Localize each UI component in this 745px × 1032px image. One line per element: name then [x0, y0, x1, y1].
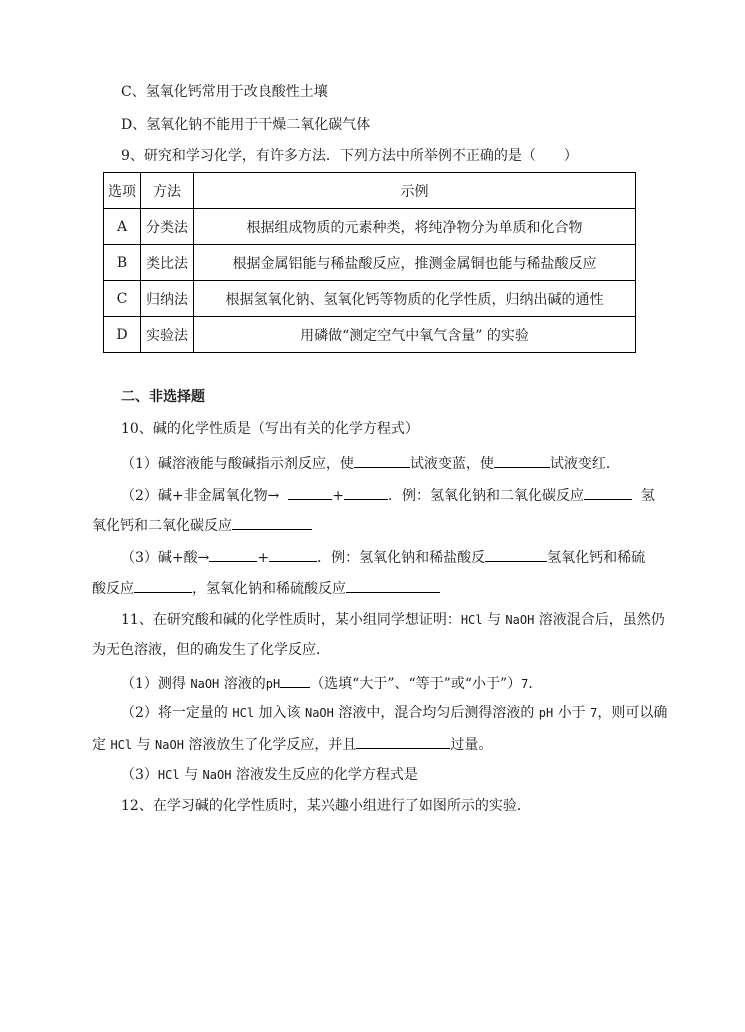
text: 与 [184, 767, 199, 783]
text: （3） [121, 767, 158, 783]
row-example: 根据金属铝能与稀盐酸反应，推测金属铜也能与稀盐酸反应 [194, 245, 636, 281]
answer-blank[interactable] [485, 547, 547, 562]
row-option: D [104, 317, 141, 353]
answer-blank[interactable] [584, 485, 632, 500]
header-option: 选项 [104, 173, 141, 209]
row-method: 归纳法 [141, 281, 194, 317]
table-row [104, 209, 636, 245]
formula-naoh: NaOH [505, 613, 535, 627]
text: 氢氧化钙和稀硫 [547, 550, 646, 566]
answer-blank[interactable] [346, 578, 440, 593]
option-c: C、氢氧化钙常用于改良酸性土壤 [121, 84, 328, 100]
q10-stem: 10、碱的化学性质是（写出有关的化学方程式） [121, 421, 419, 437]
answer-blank[interactable] [494, 453, 550, 468]
formula-hcl: HCl [157, 768, 180, 782]
text: 定 [92, 737, 106, 753]
q10-part2-cont [92, 515, 312, 535]
section-heading: 二、非选择题 [121, 389, 205, 405]
row-example: 根据组成物质的元素种类，将纯净物分为单质和化合物 [194, 209, 636, 245]
text: 与 [486, 612, 501, 628]
row-method: 类比法 [141, 245, 194, 281]
table-header-row [104, 173, 636, 209]
answer-blank[interactable] [344, 485, 388, 500]
formula-naoh: NaOH [202, 768, 232, 782]
q10-part3-cont [92, 578, 440, 598]
text: 溶液混合后，虽然仍 [538, 612, 665, 628]
number-seven: 7 [590, 706, 598, 720]
q9-table [103, 172, 636, 353]
text: 氧化钙和二氧化碳反应 [92, 518, 232, 534]
text: （1）碱溶液能与酸碱指示剂反应，使 [121, 456, 354, 472]
text: 溶液的 [223, 676, 266, 692]
formula-hcl: HCl [460, 613, 483, 627]
q9-stem: 9、研究和学习化学，有许多方法．下列方法中所举例不正确的是（ ） [121, 148, 578, 164]
text: 溶液中，混合均匀后测得溶液的 [338, 705, 535, 721]
text: ．例：氢氧化钠和稀盐酸反 [317, 550, 486, 566]
answer-blank[interactable] [280, 673, 310, 688]
table-row [104, 317, 636, 353]
text: （3）碱+酸→ [121, 550, 210, 566]
q11-part1 [121, 673, 542, 693]
text: （2）碱+非金属氧化物→ [121, 488, 280, 504]
q10-part2 [121, 485, 655, 505]
text: ．例：氢氧化钠和二氧化碳反应 [388, 488, 585, 504]
table-row [104, 281, 636, 317]
row-method: 实验法 [141, 317, 194, 353]
text: 试液变红． [549, 456, 620, 472]
q10-part3 [121, 547, 645, 567]
row-method: 分类法 [141, 209, 194, 245]
option-d: D、氢氧化钠不能用于干燥二氧化碳气体 [121, 117, 371, 133]
answer-blank[interactable] [354, 453, 410, 468]
formula-hcl: HCl [232, 706, 255, 720]
number-seven: 7 [521, 677, 529, 691]
q11-part2 [121, 704, 667, 722]
q11-stem [121, 611, 665, 629]
answer-blank[interactable] [288, 485, 332, 500]
header-method: 方法 [141, 173, 194, 209]
row-option: B [104, 245, 141, 281]
text: 试液变蓝，使 [409, 456, 494, 472]
ph-label: pH [265, 677, 281, 691]
q11-part2-cont [92, 734, 492, 754]
text: 与 [136, 737, 151, 753]
text: 小于 [557, 705, 586, 721]
row-option: A [104, 209, 141, 245]
text: （1）测得 [121, 676, 186, 692]
answer-blank[interactable] [269, 547, 317, 562]
text: ，氢氧化钠和稀硫酸反应 [192, 581, 346, 597]
text: （选填“大于”、“等于”或“小于”） [310, 676, 522, 692]
q12-stem: 12、在学习碱的化学性质时，某兴趣小组进行了如图所示的实验． [121, 798, 531, 814]
q11-part3 [121, 766, 418, 784]
q11-stem-cont: 为无色溶液，但的确发生了化学反应． [92, 642, 330, 658]
plus: + [332, 488, 345, 504]
text: （2）将一定量的 [121, 705, 228, 721]
text: ，则可以确 [597, 705, 668, 721]
text: 过量。 [450, 737, 493, 753]
q10-part1 [121, 453, 620, 473]
ph-label: pH [538, 706, 554, 720]
formula-naoh: NaOH [190, 677, 220, 691]
row-example: 根据氢氧化钠、氢氧化钙等物质的化学性质，归纳出碱的通性 [194, 281, 636, 317]
text: 11、在研究酸和碱的化学性质时，某小组同学想证明： [121, 612, 461, 628]
text: 溶液放生了化学反应，并且 [188, 737, 357, 753]
formula-hcl: HCl [110, 738, 133, 752]
formula-naoh: NaOH [304, 706, 334, 720]
answer-blank[interactable] [134, 578, 192, 593]
row-option: C [104, 281, 141, 317]
text: 溶液发生反应的化学方程式是 [235, 767, 418, 783]
formula-naoh: NaOH [155, 738, 184, 752]
text: 氢 [640, 488, 655, 504]
text: ． [528, 676, 543, 692]
plus: + [257, 550, 270, 566]
answer-blank[interactable] [209, 547, 257, 562]
answer-blank[interactable] [232, 515, 312, 530]
row-example: 用磷做“测定空气中氧气含量” 的实验 [194, 317, 636, 353]
table-row [104, 245, 636, 281]
text: 酸反应 [92, 581, 134, 597]
text: 加入该 [258, 705, 301, 721]
header-example: 示例 [194, 173, 636, 209]
answer-blank[interactable] [356, 734, 450, 749]
